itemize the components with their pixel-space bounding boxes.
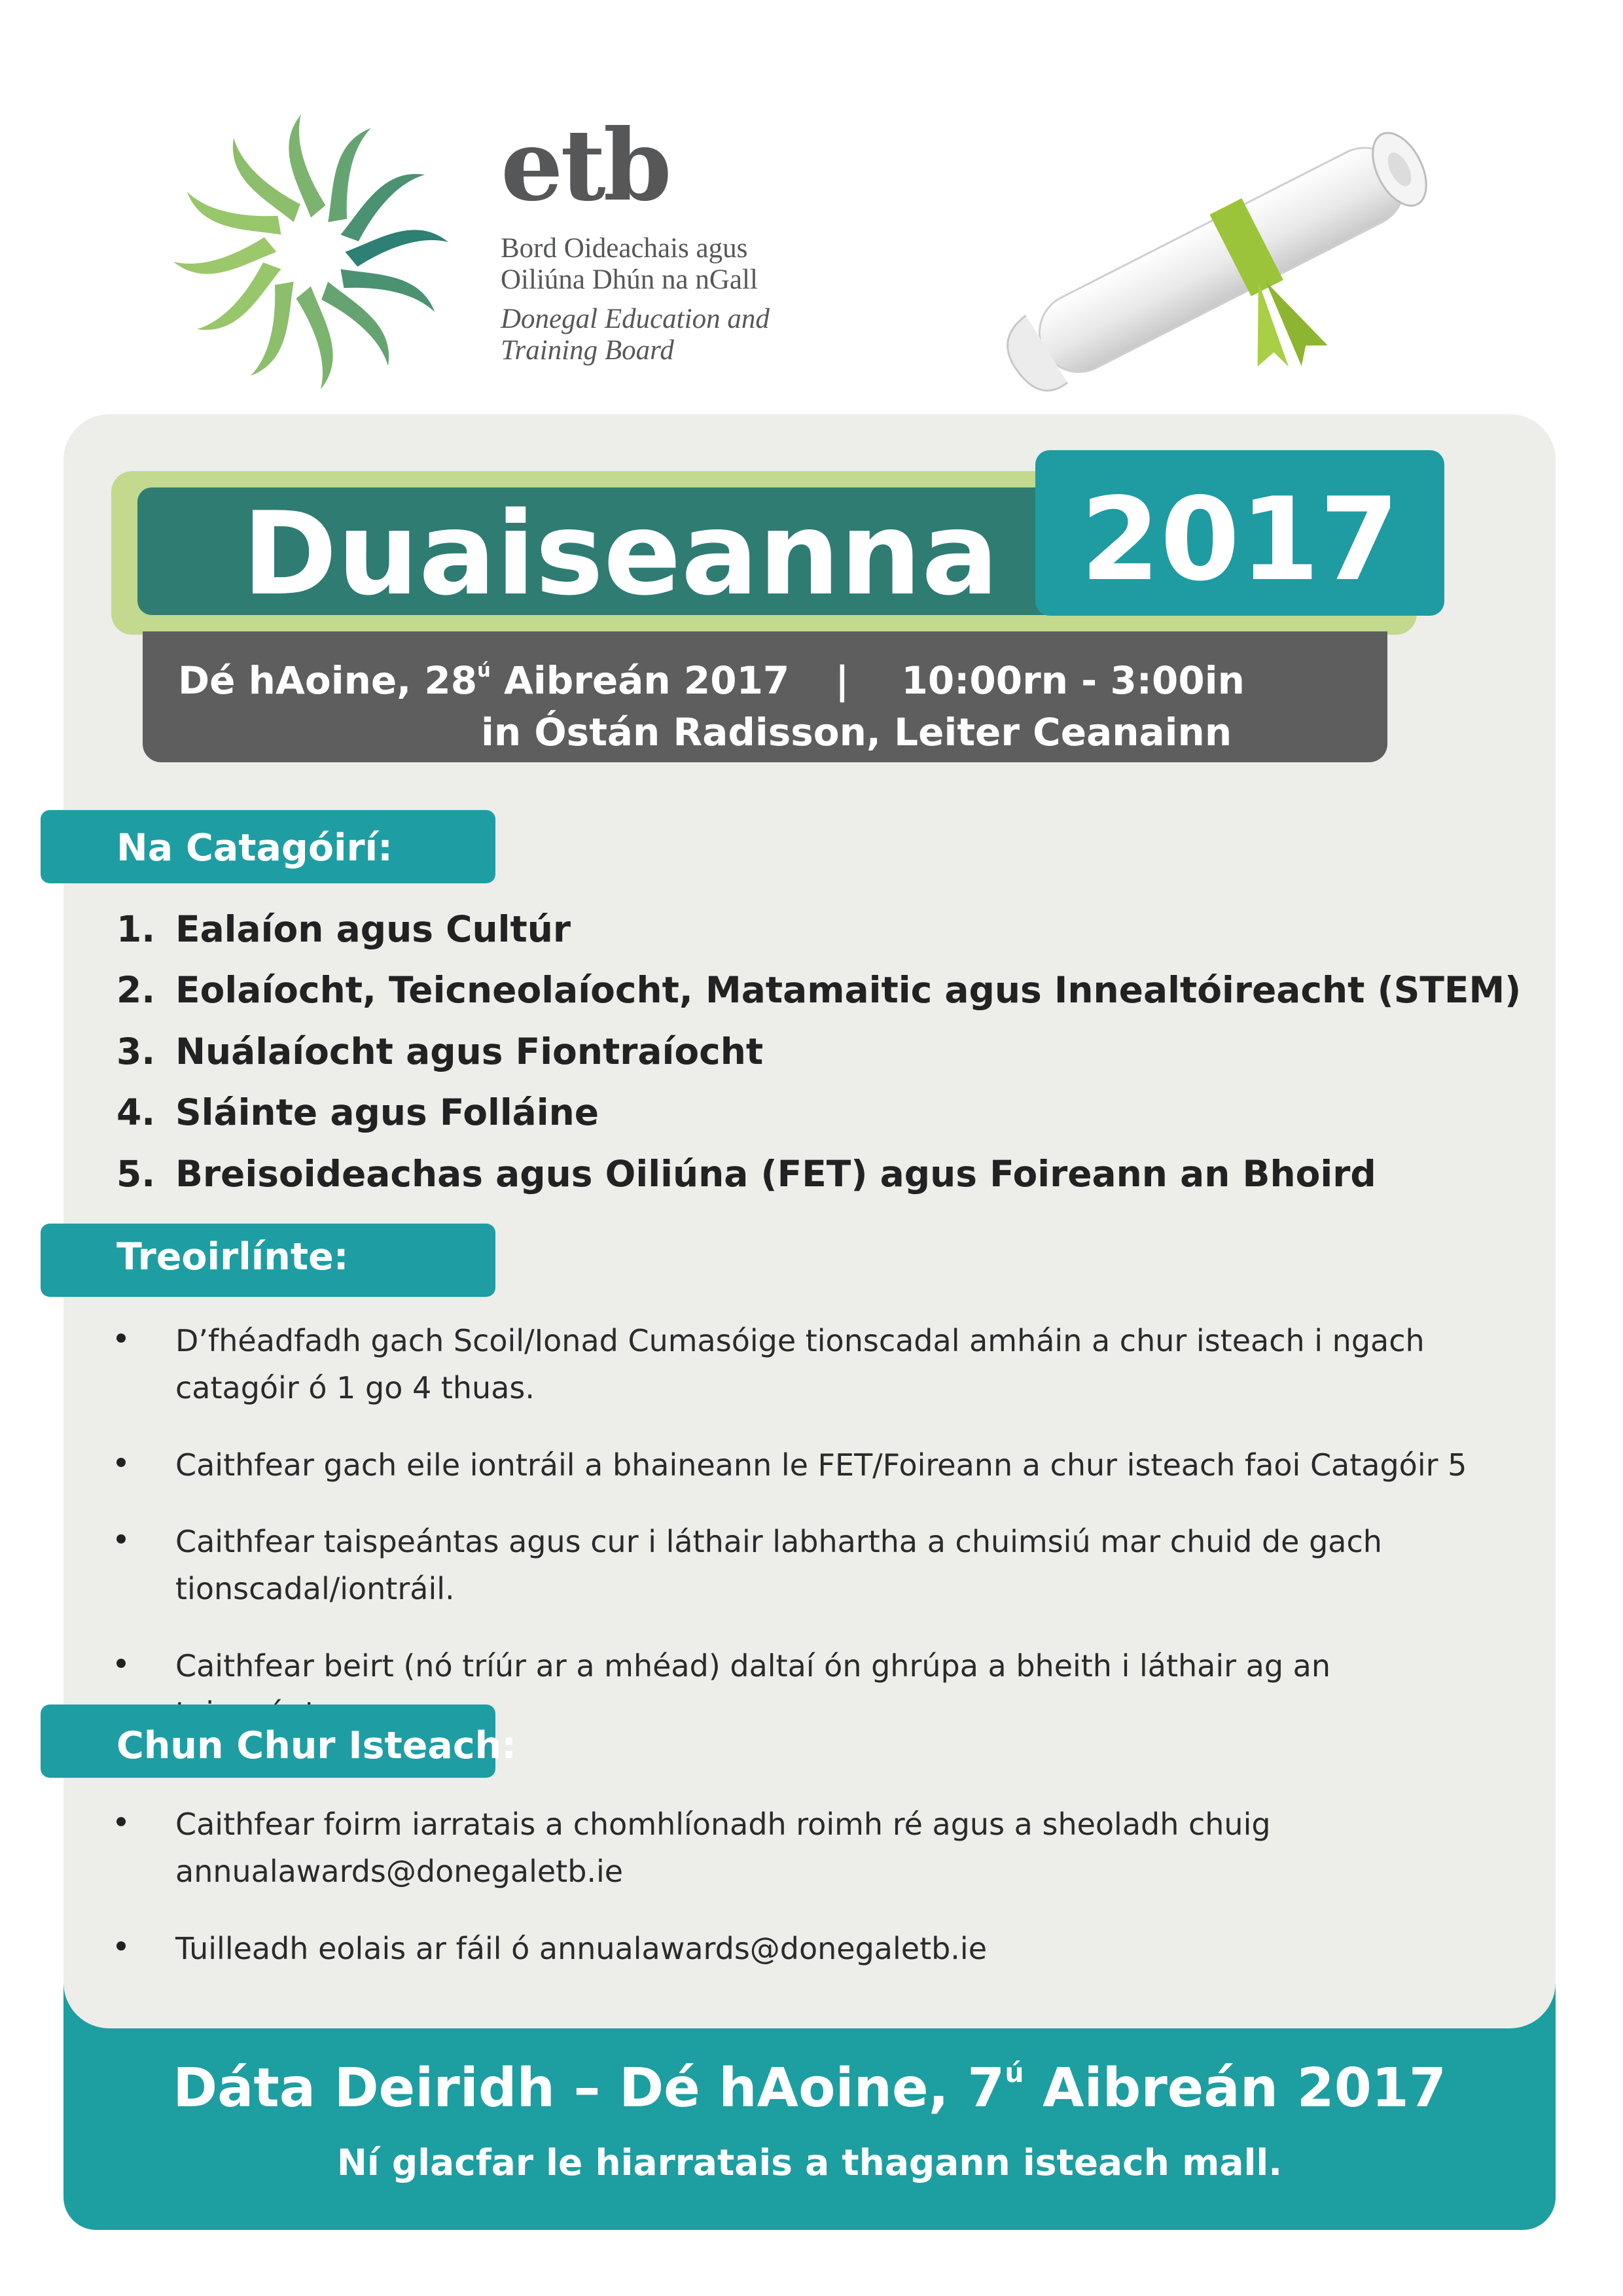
event-date-ordinal: ú [477, 659, 491, 681]
page-title: Duaiseanna [242, 488, 999, 621]
bullet-icon [116, 1659, 126, 1668]
deadline-suffix: Aibreán 2017 [1024, 2057, 1446, 2119]
event-date-time [178, 658, 1245, 703]
swirl-blade [230, 274, 313, 381]
bullet-icon [116, 1534, 126, 1544]
deadline-text [63, 2057, 1556, 2119]
event-date-suffix: Aibreán 2017 [490, 658, 790, 703]
etb-swirl-logo [157, 105, 465, 399]
board-name-english-2: Training Board [501, 335, 674, 366]
event-date-prefix: Dé hAoine, 28 [178, 658, 478, 703]
category-item: 5. Breisoideachas agus Oiliúna (FET) agus Foireann an Bhoird [116, 1153, 1376, 1195]
event-time: 10:00rn - 3:00in [901, 658, 1245, 703]
category-item: 2. Eolaíocht, Teicneolaíocht, Matamaitic agus Innealtóireacht (STEM) [116, 969, 1522, 1011]
bullet-icon [116, 1817, 126, 1826]
swirl-blade [181, 171, 288, 254]
board-name-english-1: Donegal Education and [501, 304, 770, 334]
diploma-scroll-image [969, 111, 1466, 406]
bullet-icon [116, 1458, 126, 1467]
late-entries-note: Ní glacfar le hiarratais a thagann isteach mall. [336, 2142, 1283, 2183]
event-venue: in Óstán Radisson, Leiter Ceanainn [481, 710, 1232, 754]
swirl-blade [309, 122, 392, 229]
bullet-icon [116, 1333, 126, 1343]
event-separator: | [835, 658, 849, 703]
guidelines-heading: Treoirlínte: [116, 1235, 349, 1279]
category-item: 3. Nuálaíocht agus Fiontraíocht [116, 1031, 764, 1072]
board-name-irish-2: Oiliúna Dhún na nGall [501, 264, 758, 295]
entry-heading: Chun Chur Isteach: [116, 1724, 517, 1767]
board-name-irish-1: Bord Oideachais agus [501, 233, 748, 264]
etb-wordmark: etb [501, 108, 669, 223]
swirl-blade [333, 250, 440, 333]
deadline-prefix: Dáta Deiridh – Dé hAoine, 7 [173, 2057, 1005, 2119]
category-item: 1. Ealaíon agus Cultúr [116, 908, 571, 950]
category-item: 4. Sláinte agus Folláine [116, 1091, 599, 1133]
bullet-icon [116, 1941, 126, 1951]
title-year: 2017 [1080, 474, 1400, 607]
deadline-ordinal: ú [1005, 2057, 1024, 2089]
categories-heading: Na Catagóirí: [116, 826, 393, 870]
